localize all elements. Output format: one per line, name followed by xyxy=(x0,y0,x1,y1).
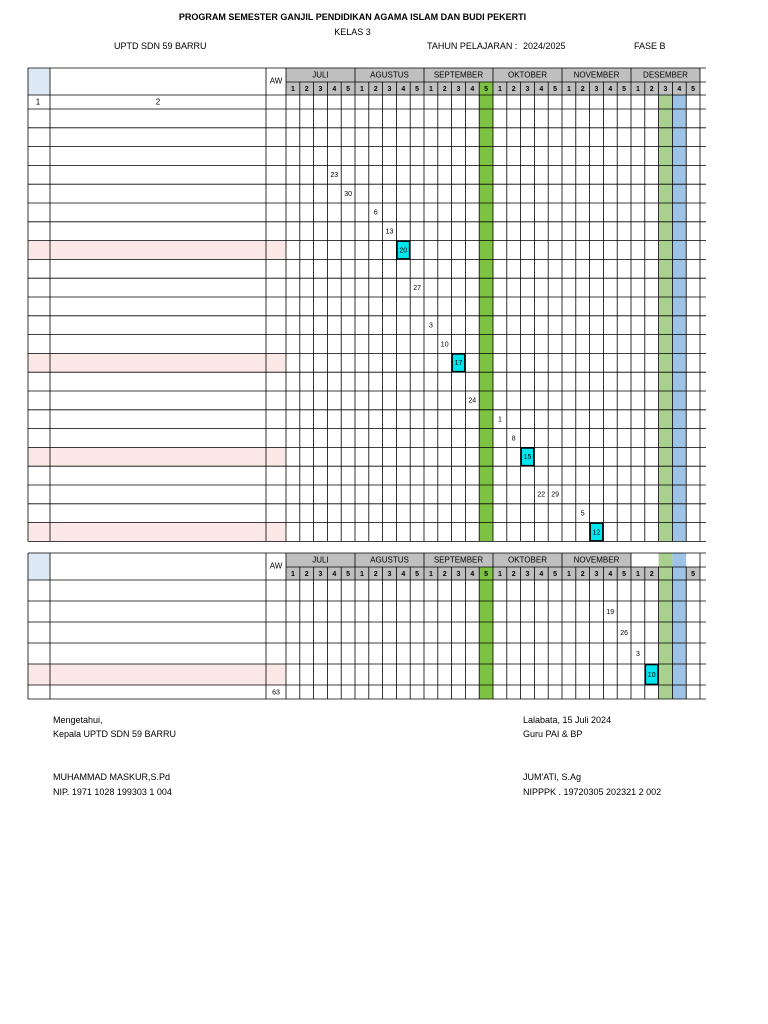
table2-week-number: 5 xyxy=(346,570,351,578)
table1-date-mark: 1 xyxy=(497,416,502,424)
table1-week-number: 4 xyxy=(470,85,475,93)
table1-aw-label: AW xyxy=(269,76,283,86)
table2-week-number: 2 xyxy=(442,570,447,578)
table2-week-number: 3 xyxy=(318,570,323,578)
table1-assessment-row xyxy=(28,523,286,542)
academic-year-label: TAHUN PELAJARAN : xyxy=(427,41,518,51)
table2-date-mark: 10 xyxy=(647,671,656,679)
table1-assessment-row xyxy=(28,447,286,466)
table1-week-number: 1 xyxy=(428,85,433,93)
table1-date-mark: 24 xyxy=(468,397,477,405)
table2-week-number: 5 xyxy=(691,570,696,578)
table2-week-number: 2 xyxy=(649,570,654,578)
teacher-nip: NIPPPK . 19720305 202321 2 002 xyxy=(523,787,662,797)
table2-week-number: 1 xyxy=(497,570,502,578)
table2-week-number: 2 xyxy=(511,570,516,578)
table1-week-number: 4 xyxy=(332,85,337,93)
table1-date-mark: 5 xyxy=(580,510,585,518)
table1-date-mark: 22 xyxy=(537,491,546,499)
table1-month-label-agustus: AGUSTUS xyxy=(370,70,409,80)
table1-blue-column xyxy=(672,95,686,541)
table1-week-number: 2 xyxy=(580,85,585,93)
table1-date-mark: 23 xyxy=(330,172,339,180)
table2-assessment-row xyxy=(28,664,286,685)
principal-nip: NIP. 1971 1028 199303 1 004 xyxy=(53,787,172,797)
school-name: UPTD SDN 59 BARRU xyxy=(114,41,207,51)
table1-week-number: 3 xyxy=(456,85,461,93)
table1-week-number: 2 xyxy=(442,85,447,93)
table2-month-label-september: SEPTEMBER xyxy=(433,555,484,565)
table1-week-number: 1 xyxy=(359,85,364,93)
table2-week-number: 1 xyxy=(290,570,295,578)
table1-week-number: 2 xyxy=(373,85,378,93)
phase-label: FASE B xyxy=(634,41,666,51)
table2-week-number: 5 xyxy=(622,570,627,578)
table2-week-number: 3 xyxy=(525,570,530,578)
table2-corner-cell xyxy=(28,553,50,580)
table2-date-mark: 3 xyxy=(635,650,640,658)
place-date: Lalabata, 15 Juli 2024 xyxy=(523,715,612,725)
table1-week-number: 4 xyxy=(677,85,682,93)
table1-week-number: 1 xyxy=(290,85,295,93)
table1-week-number: 5 xyxy=(346,85,351,93)
table2-week-number: 1 xyxy=(359,570,364,578)
table2-week-number: 5 xyxy=(415,570,420,578)
table1-week-number: 4 xyxy=(608,85,613,93)
table1-week-number: 3 xyxy=(387,85,392,93)
principal-title: Kepala UPTD SDN 59 BARRU xyxy=(53,729,177,739)
table1-assessment-row xyxy=(28,241,286,260)
table1-week-number: 2 xyxy=(511,85,516,93)
table1-week-number: 5 xyxy=(415,85,420,93)
table1-week-number: 3 xyxy=(525,85,530,93)
table2-date-mark: 19 xyxy=(606,608,615,616)
table2-september-week5-column xyxy=(479,567,493,699)
table1-week-number: 3 xyxy=(594,85,599,93)
table2-aw-label: AW xyxy=(269,561,283,571)
teacher-title: Guru PAI & BP xyxy=(523,729,583,739)
table1-date-mark: 20 xyxy=(399,247,408,255)
table1-month-label-oktober: OKTOBER xyxy=(508,70,547,80)
table1-week-number: 1 xyxy=(566,85,571,93)
principal-name: MUHAMMAD MASKUR,S.Pd xyxy=(53,772,171,782)
class-label: KELAS 3 xyxy=(334,27,371,37)
table1-week-number: 5 xyxy=(553,85,558,93)
table1-week-number: 2 xyxy=(649,85,654,93)
table1-index-description: 2 xyxy=(155,97,161,107)
table1-month-label-desember: DESEMBER xyxy=(643,70,688,80)
table2-green-column xyxy=(659,553,673,699)
table2-month-label-agustus: AGUSTUS xyxy=(370,555,409,565)
table1-date-mark: 17 xyxy=(454,360,463,368)
table2-week-number: 5 xyxy=(553,570,558,578)
table1-week-number: 4 xyxy=(539,85,544,93)
table2-week-number: 4 xyxy=(539,570,544,578)
table1-month-label-september: SEPTEMBER xyxy=(433,70,484,80)
table1-date-mark: 29 xyxy=(551,491,559,499)
table2-date-mark: 26 xyxy=(620,629,628,637)
table2-week-number: 1 xyxy=(635,570,640,578)
table2-week-number: 2 xyxy=(304,570,309,578)
table1-assessment-row xyxy=(28,353,286,372)
table2-week-number: 4 xyxy=(470,570,475,578)
table1-week-number: 3 xyxy=(663,85,668,93)
teacher-name: JUM'ATI, S.Ag xyxy=(523,772,582,782)
acknowledged-label: Mengetahui, xyxy=(53,715,103,725)
table1-date-mark: 30 xyxy=(344,190,352,198)
table2-week-number: 4 xyxy=(608,570,613,578)
table2-week-number: 4 xyxy=(401,570,406,578)
table1-index-number: 1 xyxy=(35,97,41,107)
table1-september-week5-column xyxy=(479,82,493,541)
table2-month-label-oktober: OKTOBER xyxy=(508,555,547,565)
table2-week-number: 2 xyxy=(580,570,585,578)
table1-week-number: 4 xyxy=(401,85,406,93)
table1-date-mark: 3 xyxy=(428,322,433,330)
table1-date-mark: 13 xyxy=(385,228,394,236)
table2-week-number: 3 xyxy=(594,570,599,578)
table1-week-number: 1 xyxy=(635,85,640,93)
table2-week-number: 2 xyxy=(373,570,378,578)
table2-week-number: 3 xyxy=(456,570,461,578)
table1-date-mark: 27 xyxy=(413,284,421,292)
table1-month-label-juli: JULI xyxy=(312,70,329,80)
table1-week-number: 2 xyxy=(304,85,309,93)
table2-week-number: 5 xyxy=(484,570,489,578)
table1-month-label-november: NOVEMBER xyxy=(573,70,620,80)
table1-corner-cell xyxy=(28,68,50,95)
table2-week-number: 3 xyxy=(387,570,392,578)
table2-week-number: 1 xyxy=(428,570,433,578)
academic-year-value: 2024/2025 xyxy=(523,41,566,51)
table1-week-number: 3 xyxy=(318,85,323,93)
table1-week-number: 5 xyxy=(691,85,696,93)
table1-week-number: 1 xyxy=(497,85,502,93)
table1-date-mark: 6 xyxy=(373,209,378,217)
table1-date-mark: 10 xyxy=(440,341,449,349)
table1-week-number: 5 xyxy=(484,85,489,93)
table2-blue-column xyxy=(672,553,686,699)
table2-week-number: 4 xyxy=(332,570,337,578)
table2-month-label-november: NOVEMBER xyxy=(573,555,620,565)
table1-green-column xyxy=(659,95,673,541)
table2-total-aw: 63 xyxy=(272,689,280,697)
table2-month-label-juli: JULI xyxy=(312,555,329,565)
table2-week-number: 1 xyxy=(566,570,571,578)
table1-week-number: 5 xyxy=(622,85,627,93)
table1-date-mark: 12 xyxy=(592,529,601,537)
table1-date-mark: 8 xyxy=(511,435,516,443)
table1-date-mark: 15 xyxy=(523,454,532,462)
document-title: PROGRAM SEMESTER GANJIL PENDIDIKAN AGAMA ISLAM DAN BUDI PEKERTI xyxy=(178,12,527,22)
